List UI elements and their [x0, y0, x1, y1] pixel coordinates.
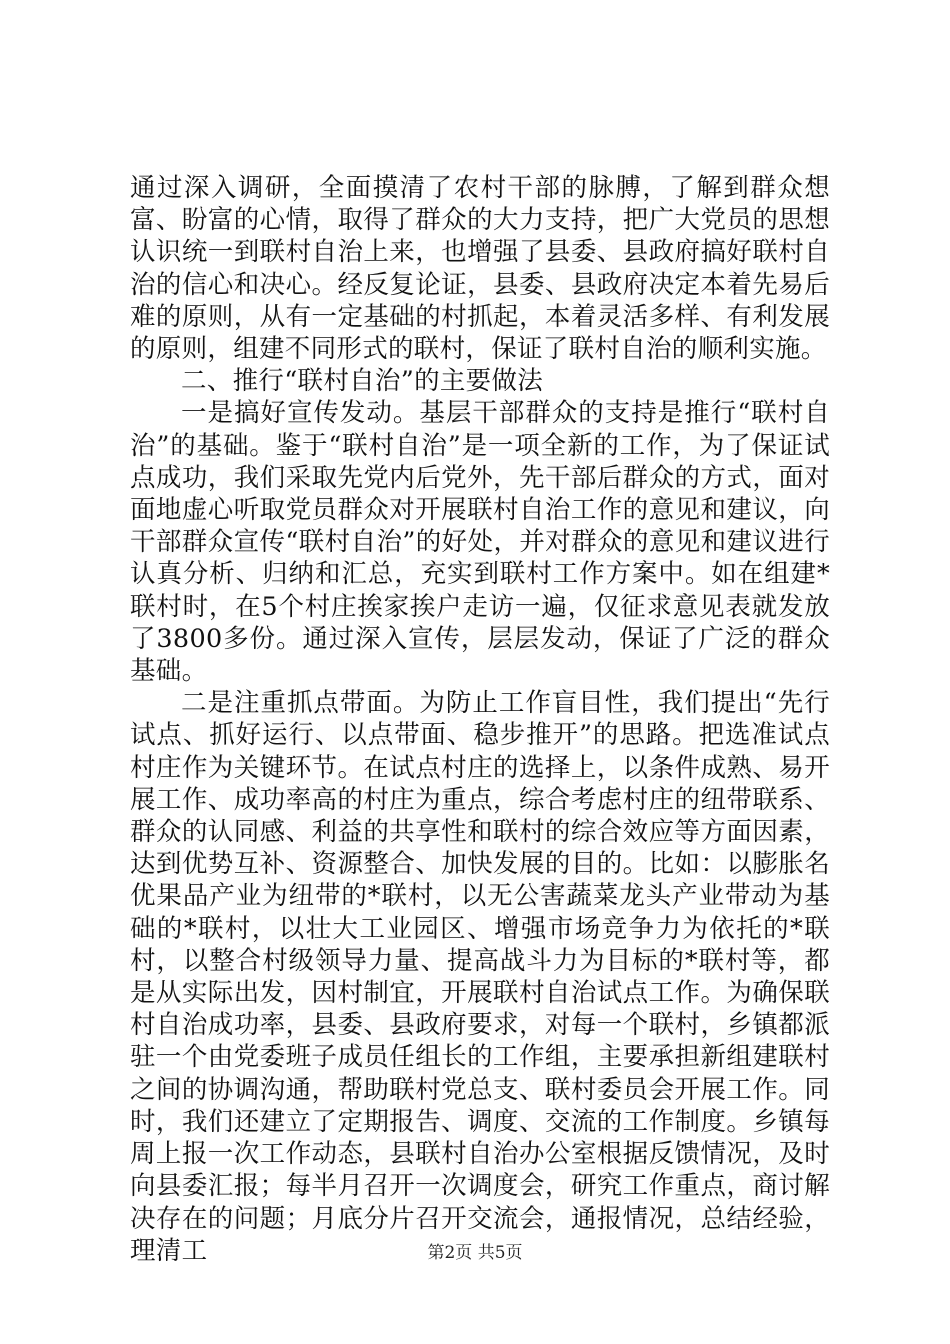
document-page: [130, 172, 830, 1267]
paragraph-pilot: 二是注重抓点带面。为防止工作盲目性，我们提出“先行试点、抓好运行、以点带面、稳步推开”的思路。把选准试点村庄作为关键环节。在试点村庄的选择上，以条件成熟、易开展工作、成功率高的村庄为重点，综合考虑村庄的纽带联系、群众的认同感、利益的共享性和联村的综合效应等方面因素，达到优势互补、资源整合、加快发展的目的。比如：以膨胀名优果品产业为纽带的*联村，以无公害蔬菜龙头产业带动为基础的*联村，以壮大工业园区、增强市场竞争力为依托的*联村，以整合村级领导力量、提高战斗力为目标的*联村等，都是从实际出发，因村制宜，开展联村自治试点工作。为确保联村自治成功率，县委、县政府要求，对每一个联村，乡镇都派驻一个由党委班子成员任组长的工作组，主要承担新组建联村之间的协调沟通，帮助联村党总支、联村委员会开展工作。同时，我们还建立了定期报告、调度、交流的工作制度。乡镇每周上报一次工作动态，县联村自治办公室根据反馈情况，及时向县委汇报；每半月召开一次调度会，研究工作重点，商讨解决存在的问题；月底分片召开交流会，通报情况，总结经验，理清工: [130, 688, 830, 1266]
section-heading: 二、推行“联村自治”的主要做法: [181, 366, 544, 397]
paragraph-continued: 通过深入调研，全面摸清了农村干部的脉膊，了解到群众想富、盼富的心情，取得了群众的大力支持，把广大党员的思想认识统一到联村自治上来，也增强了县委、县政府搞好联村自治的信心和决心。经反复论证，县委、县政府决定本着先易后难的原则，从有一定基础的村抓起，本着灵活多样、有利发展的原则，组建不同形式的联村，保证了联村自治的顺利实施。: [130, 173, 830, 365]
paragraph-publicity: 一是搞好宣传发动。基层干部群众的支持是推行“联村自治”的基础。鉴于“联村自治”是一项全新的工作，为了保证试点成功，我们采取先党内后党外，先干部后群众的方式，面对面地虚心听取党员群众对开展联村自治工作的意见和建议，向干部群众宣传“联村自治”的好处，并对群众的意见和建议进行认真分析、归纳和汇总，充实到联村工作方案中。如在组建*联村时，在5个村庄挨家挨户走访一遍，仅征求意见表就发放了3800多份。通过深入宣传，层层发动，保证了广泛的群众基础。: [130, 398, 830, 687]
page-number-footer: 第2页 共5页: [427, 1243, 523, 1263]
